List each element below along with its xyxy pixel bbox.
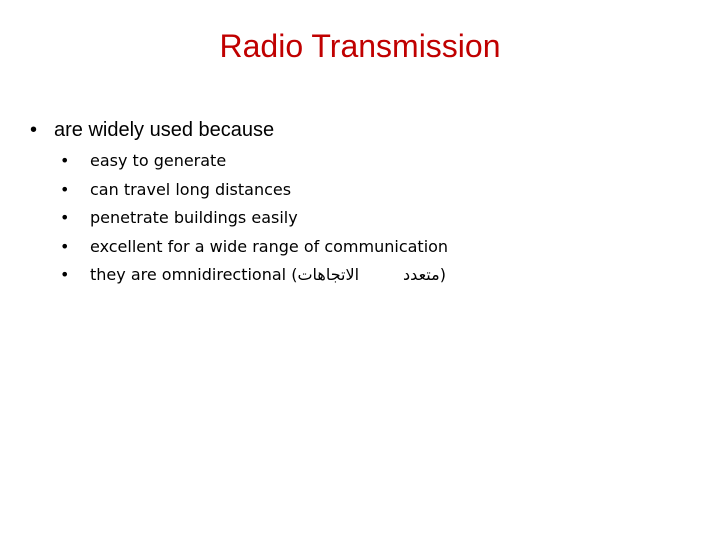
- list-item: [60, 178, 448, 207]
- bullet-icon: •: [60, 151, 70, 170]
- list-item-text: can travel long distances: [90, 179, 292, 199]
- arabic-word-multi: متعدد: [403, 265, 440, 285]
- arabic-word-directions: الاتجاهات: [297, 265, 360, 285]
- main-bullet-text: are widely used because: [54, 119, 275, 141]
- sub-bullet-list: [60, 149, 448, 292]
- list-item-text: easy to generate: [90, 151, 227, 170]
- bullet-icon: •: [60, 265, 70, 285]
- list-item: [60, 235, 448, 264]
- list-item: [60, 149, 448, 178]
- slide-title: Radio Transmission: [219, 28, 501, 64]
- list-item-text: excellent for a wide range of communication: [90, 236, 449, 256]
- list-item-text-latin: they are omnidirectional (: [90, 265, 298, 285]
- list-item: [60, 206, 448, 235]
- main-bullet: [30, 117, 274, 143]
- list-item: [60, 263, 448, 292]
- bullet-icon: •: [60, 208, 70, 228]
- list-item-text: [90, 263, 446, 287]
- list-item-text: penetrate buildings easily: [90, 208, 298, 228]
- bullet-icon: •: [60, 236, 70, 256]
- bullet-icon: •: [30, 119, 38, 141]
- bullet-icon: •: [60, 179, 70, 199]
- closing-paren: ): [439, 265, 446, 285]
